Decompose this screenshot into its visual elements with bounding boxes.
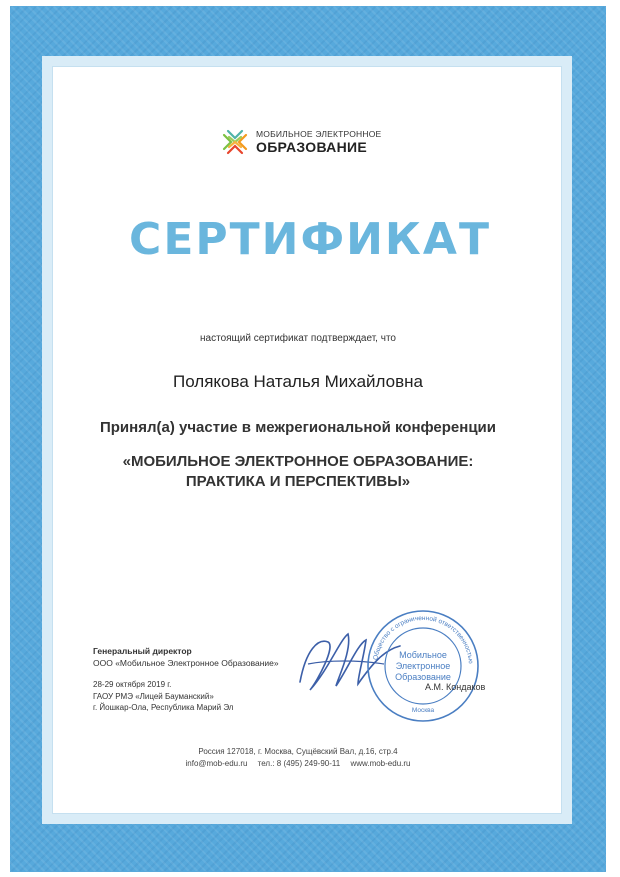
conference-name-line-1: «МОБИЛЬНОЕ ЭЛЕКТРОННОЕ ОБРАЗОВАНИЕ: [122, 453, 474, 470]
certificate-title: СЕРТИФИКАТ [129, 214, 491, 265]
mob-edu-logo-icon [220, 127, 250, 157]
stamp-center-line-3: Образование [395, 672, 451, 682]
stamp-center-line-2: Электронное [395, 661, 451, 671]
recipient-name: Полякова Наталья Михайловна [173, 372, 423, 391]
stamp-center-line-1: Мобильное [399, 650, 447, 660]
director-role: Генеральный директор [93, 646, 192, 656]
contact-footer [0, 746, 596, 770]
brand-logo [220, 127, 381, 157]
footer-contacts [0, 758, 596, 770]
director-block [93, 645, 279, 669]
event-city: г. Йошкар-Ола, Республика Марий Эл [93, 703, 234, 712]
signer-name: А.М. Кондаков [425, 682, 486, 692]
event-venue: ГАОУ РМЭ «Лицей Бауманский» [93, 691, 214, 701]
footer-phone: тел.: 8 (495) 249-90-11 [257, 759, 341, 768]
footer-email: info@mob-edu.ru [185, 759, 248, 768]
stamp-outer-text: Общество с ограниченной ответственностью [372, 614, 474, 665]
event-dates: 28-29 октября 2019 г. [93, 680, 172, 689]
footer-website: www.mob-edu.ru [350, 759, 411, 768]
logo-line-1: МОБИЛЬНОЕ ЭЛЕКТРОННОЕ [256, 128, 382, 139]
company-seal [365, 608, 481, 724]
conference-name-line-2: ПРАКТИКА И ПЕРСПЕКТИВЫ» [185, 473, 411, 490]
event-details [93, 679, 233, 714]
director-organization: ООО «Мобильное Электронное Образование» [93, 658, 279, 668]
confirmation-text: настоящий сертификат подтверждает, что [200, 333, 396, 344]
conference-name [0, 452, 596, 492]
logo-wordmark [256, 130, 381, 155]
logo-line-2: ОБРАЗОВАНИЕ [256, 139, 367, 156]
footer-address: Россия 127018, г. Москва, Сущёвский Вал, д.16, стр.4 [198, 747, 398, 756]
participation-text: Принял(а) участие в межрегиональной конференции [99, 419, 496, 436]
stamp-city: Москва [411, 707, 435, 714]
